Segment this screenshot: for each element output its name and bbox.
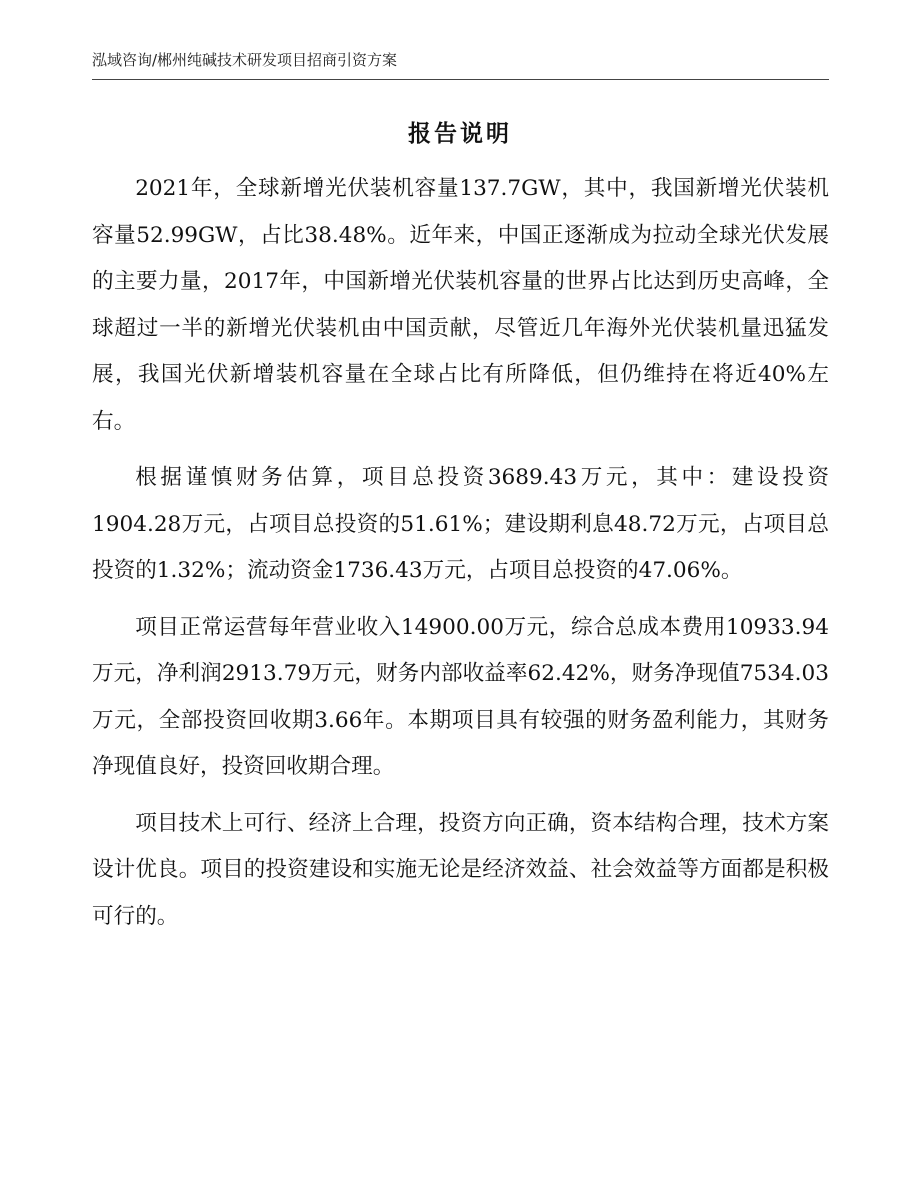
paragraph-financial-returns: 项目正常运营每年营业收入14900.00万元，综合总成本费用10933.94万元，净利润2913.79万元，财务内部收益率62.42%，财务净现值7534.03万元，全部投资回收期3.66年。本期项目具有较强的财务盈利能力，其财务净现值良好，投资回收期合理。	[92, 614, 829, 779]
paragraph-feasibility-conclusion: 项目技术上可行、经济上合理，投资方向正确，资本结构合理，技术方案设计优良。项目的投资建设和实施无论是经济效益、社会效益等方面都是积极可行的。	[92, 810, 829, 929]
report-body	[92, 166, 829, 950]
paragraph-investment-estimate: 根据谨慎财务估算，项目总投资3689.43万元，其中：建设投资1904.28万元，占项目总投资的51.61%；建设期利息48.72万元，占项目总投资的1.32%；流动资金1736.43万元，占项目总投资的47.06%。	[92, 465, 829, 583]
paragraph-solar-capacity: 2021年，全球新增光伏装机容量137.7GW，其中，我国新增光伏装机容量52.99GW，占比38.48%。近年来，中国正逐渐成为拉动全球光伏发展的主要力量，2017年，中国新增光伏装机容量的世界占比达到历史高峰，全球超过一半的新增光伏装机由中国贡献，尽管近几年海外光伏装机量迅猛发展，我国光伏新增装机容量在全球占比有所降低，但仍维持在将近40%左右。	[92, 176, 829, 434]
report-title: 报告说明	[408, 121, 512, 147]
running-header: 泓域咨询/郴州纯碱技术研发项目招商引资方案	[92, 50, 829, 80]
